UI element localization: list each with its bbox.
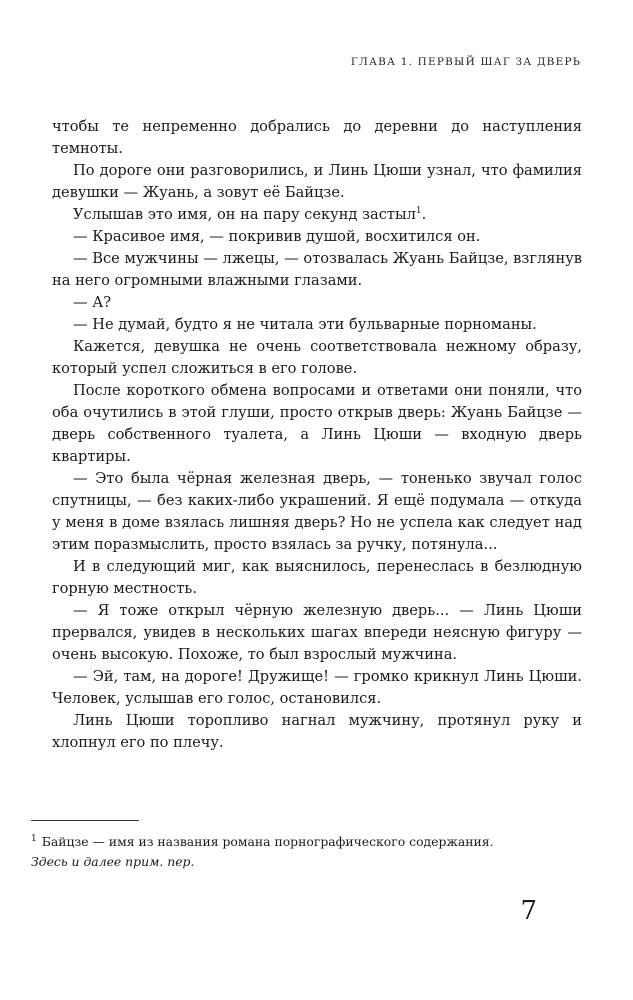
footnote-mark: 1 [31,833,37,844]
footnote-divider [31,820,139,821]
paragraph: — Все мужчины — лжецы, — отозвалась Жуань Байцзе, взглянув на него огромными влажными глазами. [52,250,582,289]
paragraph: Кажется, девушка не очень соответствовала нежному образу, который успел сложиться в его голове. [52,338,582,377]
paragraph: — Не думай, будто я не читала эти бульварные порноманы. [73,316,537,333]
footnote [31,832,582,872]
running-header: ГЛАВА 1. ПЕРВЫЙ ШАГ ЗА ДВЕРЬ [350,56,581,68]
paragraph: — Эй, там, на дороге! Дружище! — громко крикнул Линь Цюши. Человек, услышав его голос, остановился. [52,668,582,707]
paragraph: — А? [73,294,112,311]
paragraph: чтобы те непременно добрались до деревни до наступления темноты. [52,118,582,157]
footnote-translator-note: Здесь и далее прим. пер. [31,854,195,869]
paragraph: После короткого обмена вопросами и ответами они поняли, что оба очутились в этой глуши, просто открыв дверь: Жуань Байцзе — дверь собственного туалета, а Линь Цюши — входную дверь квартиры. [52,382,582,465]
footnote-reference: 1 [415,206,422,217]
paragraph-text: Услышав это имя, он на пару секунд застыл [73,206,416,223]
paragraph: По дороге они разговорились, и Линь Цюши узнал, что фамилия девушки — Жуань, а зовут её Байцзе. [52,162,582,201]
paragraph-with-footnote [52,204,582,226]
paragraph-end-punct: . [421,206,427,223]
main-text [52,116,582,754]
page-number: 7 [520,896,537,926]
paragraph: — Это была чёрная железная дверь, — тоненько звучал голос спутницы, — без каких-либо украшений. Я ещё подумала — откуда у меня в доме взялась лишняя дверь? Но не успела как следует над этим поразмыслить, просто взялась за ручку, потянула... [52,470,582,553]
paragraph: — Красивое имя, — покривив душой, восхитился он. [73,228,481,245]
footnote-text: Байцзе — имя из названия романа порнографического содержания. [41,834,494,849]
paragraph: И в следующий миг, как выяснилось, перенеслась в безлюдную горную местность. [52,558,582,597]
paragraph: Линь Цюши торопливо нагнал мужчину, протянул руку и хлопнул его по плечу. [52,712,582,751]
paragraph: — Я тоже открыл чёрную железную дверь... — Линь Цюши прервался, увидев в нескольких шагах впереди неясную фигуру — очень высокую. Похоже, то был взрослый мужчина. [52,602,582,663]
